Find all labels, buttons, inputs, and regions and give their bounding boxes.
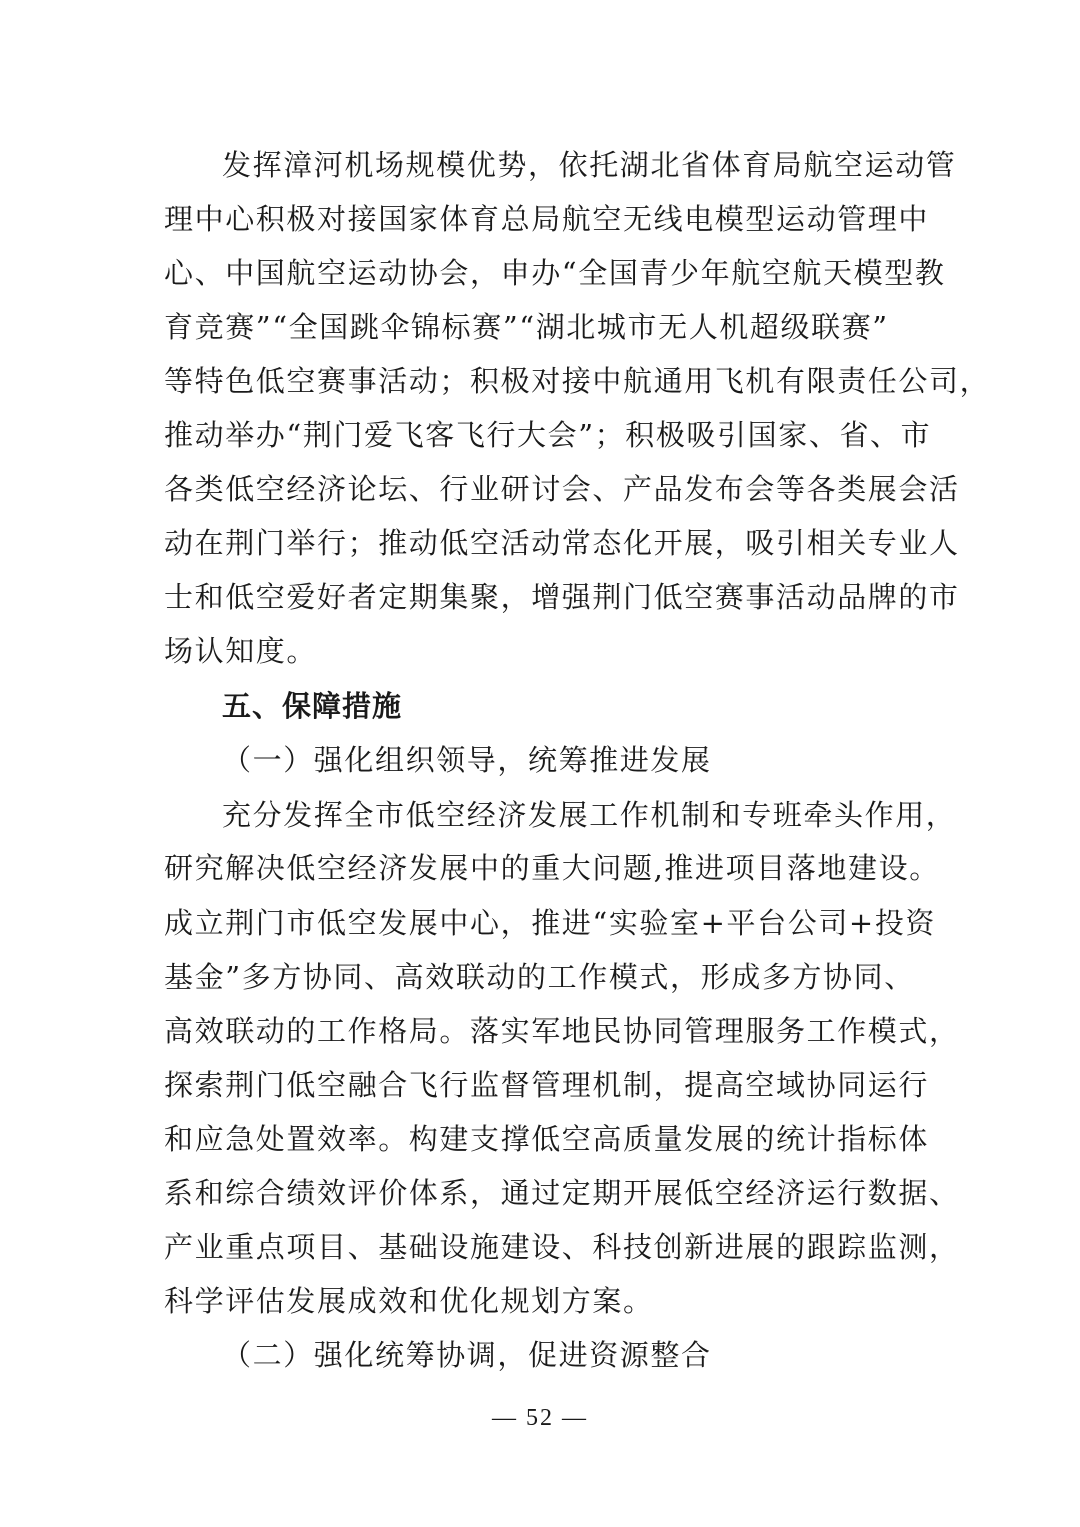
- paragraph-1-line: 场认知度。: [164, 634, 318, 668]
- paragraph-2-line: 系和综合绩效评价体系，通过定期开展低空经济运行数据、: [164, 1176, 960, 1210]
- paragraph-2-line: 充分发挥全市低空经济发展工作机制和专班牵头作用，: [222, 798, 957, 832]
- paragraph-2-line: 探索荆门低空融合飞行监督管理机制，提高空域协同运行: [164, 1068, 930, 1102]
- paragraph-1-line: 动在荆门举行；推动低空活动常态化开展，吸引相关专业人: [164, 526, 960, 560]
- paragraph-1-line: 等特色低空赛事活动；积极对接中航通用飞机有限责任公司，: [164, 364, 991, 398]
- paragraph-1-line: 推动举办“荆门爱飞客飞行大会”；积极吸引国家、省、市: [164, 418, 932, 452]
- paragraph-2-line: 研究解决低空经济发展中的重大问题,推进项目落地建设。: [164, 851, 940, 885]
- paragraph-2-line: 和应急处置效率。构建支撑低空高质量发展的统计指标体: [164, 1122, 930, 1156]
- page-number: — 52 —: [492, 1405, 588, 1431]
- subsection-heading-1: （一）强化组织领导，统筹推进发展: [222, 743, 712, 777]
- paragraph-2-line: 高效联动的工作格局。落实军地民协同管理服务工作模式，: [164, 1014, 960, 1048]
- paragraph-2-line: 成立荆门市低空发展中心，推进“实验室+平台公司+投资: [164, 906, 937, 940]
- paragraph-2-line: 产业重点项目、基础设施建设、科技创新进展的跟踪监测，: [164, 1230, 960, 1264]
- paragraph-1-line: 各类低空经济论坛、行业研讨会、产品发布会等各类展会活: [164, 472, 960, 506]
- paragraph-1-line: 育竞赛”“全国跳伞锦标赛”“湖北城市无人机超级联赛”: [164, 310, 889, 344]
- paragraph-1-line: 发挥漳河机场规模优势，依托湖北省体育局航空运动管: [222, 148, 957, 182]
- paragraph-1-line: 士和低空爱好者定期集聚，增强荆门低空赛事活动品牌的市: [164, 580, 960, 614]
- paragraph-1-line: 心、中国航空运动协会，申办“全国青少年航空航天模型教: [164, 256, 946, 290]
- subsection-heading-2: （二）强化统筹协调，促进资源整合: [222, 1338, 712, 1372]
- paragraph-2-line: 基金”多方协同、高效联动的工作模式，形成多方协同、: [164, 960, 915, 994]
- paragraph-2-line: 科学评估发展成效和优化规划方案。: [164, 1284, 654, 1318]
- section-heading: 五、保障措施: [222, 689, 403, 723]
- paragraph-1-line: 理中心积极对接国家体育总局航空无线电模型运动管理中: [164, 202, 930, 236]
